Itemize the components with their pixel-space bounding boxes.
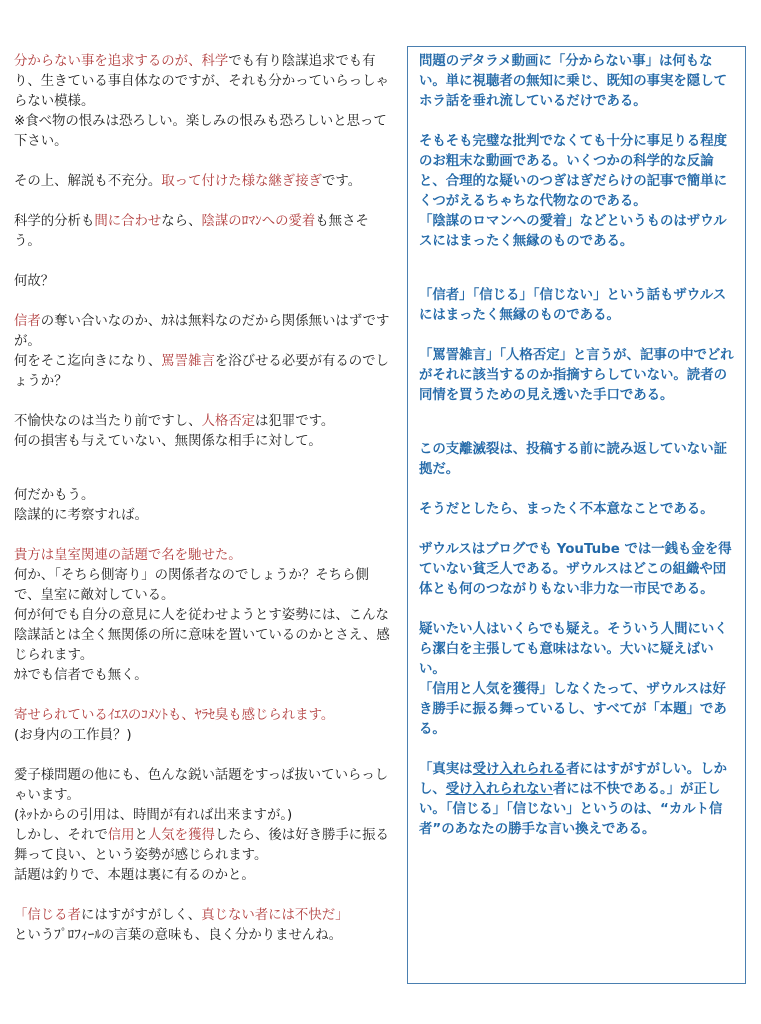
right-column xyxy=(419,52,739,840)
body-text: 科学的分析も xyxy=(14,214,95,229)
left-paragraph-11 xyxy=(14,906,394,946)
body-text: 何をそこ迄向きになり、 xyxy=(14,354,162,369)
body-text: を浴びせる必要が有るのでしょうか？ xyxy=(14,354,389,389)
body-text: (ﾈｯﾄからの引用は、時間が有れば出来ますが。) xyxy=(14,808,293,823)
body-text: したら、後は好き勝手に振る舞って良い、という姿勢が感じられます。 xyxy=(14,828,389,863)
highlight-text: 貴方は皇室関連の話題で名を馳せた。 xyxy=(14,548,242,563)
body-text: しかし、それで xyxy=(14,828,108,843)
right-paragraph-9: 疑いたい人はいくらでも疑え。そういう人間にいくら潔白を主張しても意味はない。大いに疑えばいい。 xyxy=(419,622,728,677)
body-text: の奪い合いなのか、ｶﾈは無料なのだから関係無いはずですが。 xyxy=(14,314,390,349)
body-text: です。 xyxy=(321,174,362,189)
right-paragraph-2: そもそも完璧な批判でなくても十分に事足りる程度のお粗末な動画である。いくつかの科学的な反論と、合理的な疑いのつぎはぎだらけの記事で簡単にくつがえるちゃちな代物なのである。 xyxy=(419,134,727,209)
highlight-text: 信用 xyxy=(107,828,135,843)
body-text: 何故？ xyxy=(14,274,55,289)
highlight-text: 寄せられているｲｴｽのｺﾒﾝﾄも、ﾔﾗｾ臭も感じられます。 xyxy=(14,708,335,723)
highlight-text: 分からない事を追求するのが、 xyxy=(14,54,202,69)
highlight-text: 「 xyxy=(14,908,28,923)
left-paragraph-8 xyxy=(14,546,394,686)
right-paragraph-8: ザウルスはブログでも YouTube では一銭も金を得ていない貧乏人である。ザウルスはどこの組織や団体とも何のつながりもない非力な一市民である。 xyxy=(419,542,732,597)
right-paragraph-4: 「信者」「信じる」「信じない」という話もザウルスにはまったく無縁のものである。 xyxy=(419,288,727,323)
highlight-text: 信者 xyxy=(14,314,41,329)
body-text: 話題は釣りで、本題は裏に有るのかと。 xyxy=(14,868,255,883)
underlined-text: 受け入れられる xyxy=(472,762,567,777)
highlight-text: 信じる者 xyxy=(27,908,81,923)
body-text: その上、解説も不充分。 xyxy=(14,174,162,189)
body-text: と xyxy=(134,828,148,843)
left-paragraph-9 xyxy=(14,706,394,746)
body-text: ｶﾈでも信者でも無く。 xyxy=(14,668,148,683)
right-paragraph-5: 「罵詈雑言」「人格否定」と言うが、記事の中でどれがそれに該当するのか指摘すらしていない。読者の同情を買うための見え透いた手口である。 xyxy=(419,348,734,403)
left-paragraph-4 xyxy=(14,272,394,292)
highlight-text: 真じない者 xyxy=(201,908,269,923)
body-text: ※食べ物の恨みは恐ろしい。楽しみの恨みも恐ろしいと思って下さい。 xyxy=(14,114,387,149)
right-paragraph-7: そうだとしたら、まったく不本意なことである。 xyxy=(419,502,714,517)
body-text: 何だかもう。 xyxy=(14,488,95,503)
body-text: 不愉快なのは当たり前ですし、 xyxy=(14,414,202,429)
body-text: 愛子様問題の他にも、色んな鋭い話題をすっぱ抜いていらっしゃいます。 xyxy=(14,768,389,803)
body-text: (お身内の工作員？) xyxy=(14,728,132,743)
body-text: 何か、「そちら側寄り」の関係者なのでしょうか？そちら側で、皇室に敵対している。 xyxy=(14,568,369,603)
right-paragraph-1: 問題のデタラメ動画に「分からない事」は何もない。単に視聴者の無知に乗じ、既知の事実を隠してホラ話を垂れ流しているだけである。 xyxy=(419,54,727,109)
body-text: 何が何でも自分の意見に人を従わせようとす姿勢には、こんな陰謀話とは全く無関係の所に意味を置いているのかとさえ、感じられます。 xyxy=(14,608,390,663)
left-paragraph-3 xyxy=(14,212,394,252)
body-text: 何の損害も与えていない、無関係な相手に対して。 xyxy=(14,434,322,449)
right-paragraph-3: 「陰謀のロマンへの愛着」などというものはザウルスにはまったく無縁のものである。 xyxy=(419,214,727,249)
left-paragraph-7 xyxy=(14,486,394,526)
left-paragraph-1 xyxy=(14,52,394,152)
highlight-text: には不快だ」 xyxy=(268,908,349,923)
body-text: というﾌﾟﾛﾌｨｰﾙの言葉の意味も、良く分かりませんね。 xyxy=(14,928,343,943)
body-text: も無さそう。 xyxy=(14,214,369,249)
right-paragraph-10: 「信用と人気を獲得」しなくたって、ザウルスは好き勝手に振る舞っているし、すべてが「本題」である。 xyxy=(419,682,727,737)
body-text: 者には不快である。」が正しい。「信じる」「信じない」というのは、“カルト信者”のあなたの勝手な言い換えである。 xyxy=(419,782,723,837)
body-text: 「真実は xyxy=(419,762,473,777)
underlined-text: 受け入れられない xyxy=(445,782,553,797)
left-column xyxy=(14,52,394,946)
body-text: 陰謀的に考察すれば。 xyxy=(14,508,148,523)
highlight-text: 取って付けた様な継ぎ接ぎ xyxy=(161,174,322,189)
highlight-text: 人気を獲得 xyxy=(147,828,215,843)
highlight-text: 科学 xyxy=(201,54,229,69)
body-text: は犯罪です。 xyxy=(255,414,335,429)
left-paragraph-2 xyxy=(14,172,394,192)
right-paragraph-11 xyxy=(419,760,739,840)
body-text: にはすがすがしく、 xyxy=(80,908,202,923)
left-paragraph-10 xyxy=(14,766,394,886)
highlight-text: 間に合わせ xyxy=(94,214,162,229)
body-text: なら、 xyxy=(161,214,202,229)
right-paragraph-6: この支離滅裂は、投稿する前に読み返していない証拠だ。 xyxy=(419,442,727,477)
highlight-text: 人格否定 xyxy=(201,414,256,429)
body-text: 者にはすがすがしい。しかし、 xyxy=(419,762,727,797)
highlight-text: 罵詈雑言 xyxy=(161,354,215,369)
highlight-text: 陰謀のﾛﾏﾝへの愛着 xyxy=(201,214,316,229)
body-text: でも有り陰謀追求でも有り、生きている事自体なのですが、それも分かっていらっしゃらない模様。 xyxy=(14,54,389,109)
left-paragraph-5 xyxy=(14,312,394,392)
left-paragraph-6 xyxy=(14,412,394,452)
